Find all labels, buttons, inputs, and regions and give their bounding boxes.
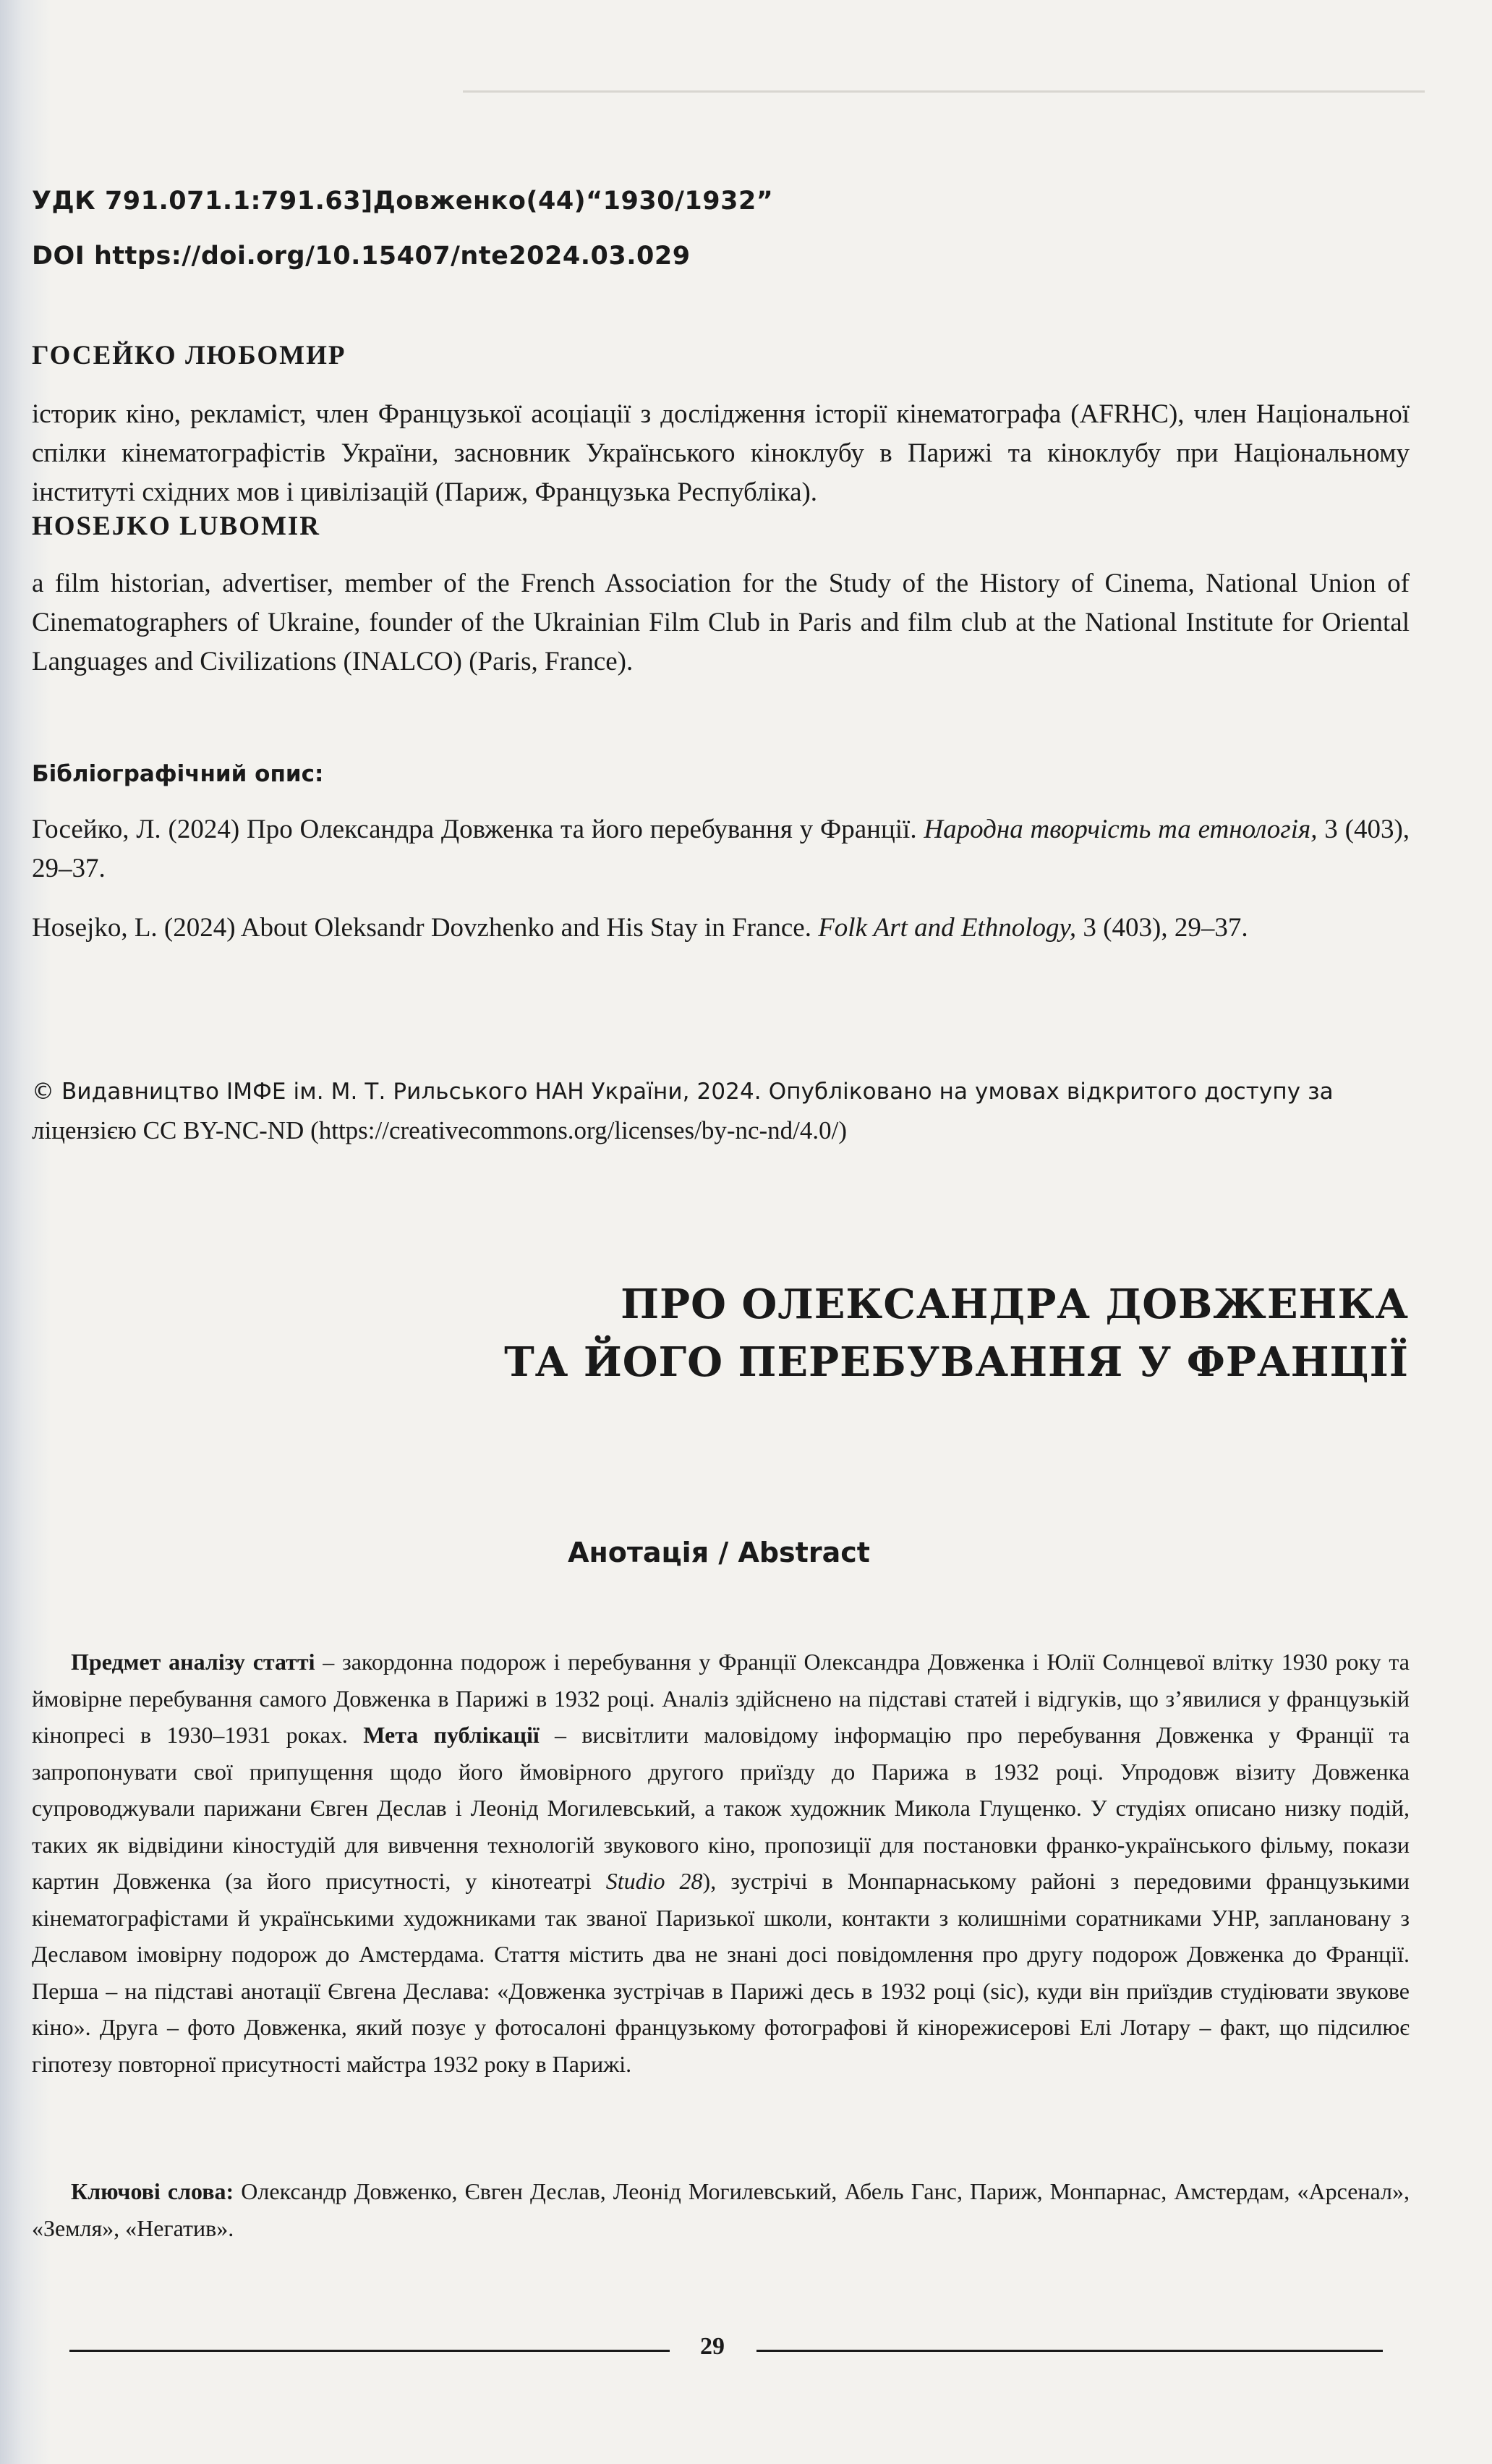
footer-rule-left <box>69 2350 670 2352</box>
bibliography-entry-en <box>32 909 1410 948</box>
subject-text: – закордонна подорож і перебування у Франції Олександра Довженка і Юлії Солнцевої влітку 1930 року та ймовірне перебування самого Довженка в Парижі в 1932 році. Аналіз здійснено на підставі статей і відгуків, що з’явилися у французькій кінопресі в 1930–1931 роках. <box>32 1649 1410 1748</box>
bibliography-heading: Бібліографічний опис: <box>32 761 324 787</box>
subject-label: Предмет аналізу статті <box>71 1649 315 1675</box>
copyright-license[interactable]: ліцензією CC BY-NC-ND (https://creativecommons.org/licenses/by-nc-nd/4.0/) <box>32 1116 848 1144</box>
bibliography-en-authors-title: Hosejko, L. (2024) About Oleksandr Dovzhenko and His Stay in France. <box>32 913 811 943</box>
footer-rule-right <box>756 2350 1383 2352</box>
bibliography-uk-authors-title: Госейко, Л. (2024) Про Олександра Довженка та його перебування у Франції. <box>32 815 917 844</box>
author-name-en: HOSEJKO LUBOMIR <box>32 511 321 541</box>
abstract-heading: Анотація / Abstract <box>568 1537 870 1568</box>
keywords-label: Ключові слова: <box>71 2178 234 2204</box>
article-title <box>289 1275 1409 1391</box>
abstract-body <box>32 1644 1410 2082</box>
copyright-notice <box>32 1072 1410 1150</box>
author-name-uk: ГОСЕЙКО ЛЮБОМИР <box>32 341 346 370</box>
author-bio-uk: історик кіно, рекламіст, член Французької асоціації з дослідження історії кінематографа (AFRHC), член Національної спілки кінематографістів України, засновник Українського кіноклубу в Парижі та кіноклубу при Національному інституті східних мов і цивілізацій (Париж, Французька Республіка). <box>32 399 1410 507</box>
article-title-line-2: ТА ЙОГО ПЕРЕБУВАННЯ У ФРАНЦІЇ <box>504 1338 1409 1386</box>
udc-code: УДК 791.071.1:791.63]Довженко(44)“1930/1932” <box>32 187 774 216</box>
doi-link[interactable]: DOI https://doi.org/10.15407/nte2024.03.029 <box>32 242 691 271</box>
keywords-text: Олександр Довженко, Євген Деслав, Леонід Могилевський, Абель Ганс, Париж, Монпарнас, Амстердам, «Арсенал», «Земля», «Негатив». <box>32 2178 1410 2241</box>
bibliography-en-issue: 3 (403), 29–37. <box>1083 913 1248 943</box>
goal-label: Мета публікації <box>363 1722 540 1748</box>
keywords-paragraph <box>32 2173 1410 2246</box>
goal-text: – висвітлити маловідому інформацію про перебування Довженка у Франції та запропонувати свої припущення щодо його ймовірного другого приїзду до Парижа в 1932 році. Упродовж візиту Довженка супроводжували парижани Євген Деслав і Леонід Могилевський, а також художник Микола Глущенко. У студіях описано низку подій, таких як відвідини кіностудій для вивчення технологій звукового кіно, пропозиції для постановки франко-українського фільму, покази картин Довженка (за його присутності, у кінотеатрі <box>32 1722 1410 1894</box>
page-number: 29 <box>700 2333 725 2360</box>
author-bio-en: a film historian, advertiser, member of the French Association for the Study of the History of Cinema, National Union of Cinematographers of Ukraine, founder of the Ukrainian Film Club in Paris and film club at the National Institute for Oriental Languages and Civilizations (INALCO) (Paris, France). <box>32 569 1410 676</box>
bibliography-uk-journal: Народна творчість та етнологія, <box>924 815 1318 844</box>
bibliography-uk-issue: 3 (403), 29–37. <box>32 815 1410 883</box>
bibliography-en-journal: Folk Art and Ethnology, <box>818 913 1077 943</box>
bleed-through-header-rule <box>463 90 1425 93</box>
article-title-line-1: ПРО ОЛЕКСАНДРА ДОВЖЕНКА <box>621 1280 1409 1328</box>
abstract-rest-text: ), зустрічі в Монпарнаському районі з передовими французькими кінематографістами й українськими художниками так званої Паризької школи, контакти з колишніми соратниками УНР, заплановану з Деславом імовірну подорож до Амстердама. Стаття містить два не знані досі повідомлення про другу подорож Довженка до Франції. Перша – на підставі анотації Євгена Деслава: «Довженка зустрічав в Парижі десь в 1932 році (sic), куди він приїздив студіювати звукове кіно». Друга – фото Довженка, який позує у фотосалоні французькому фотографові й кінорежисерові Елі Лотару – факт, що підсилює гіпотезу повторної присутності майстра 1932 року в Парижі. <box>32 1868 1410 2077</box>
studio-name: Studio 28 <box>605 1868 703 1894</box>
bibliography-entry-uk <box>32 810 1410 888</box>
copyright-lead: © Видавництво ІМФЕ ім. М. Т. Рильського НАН України, 2024. Опубліковано на умовах відкритого доступу за <box>32 1079 1334 1105</box>
